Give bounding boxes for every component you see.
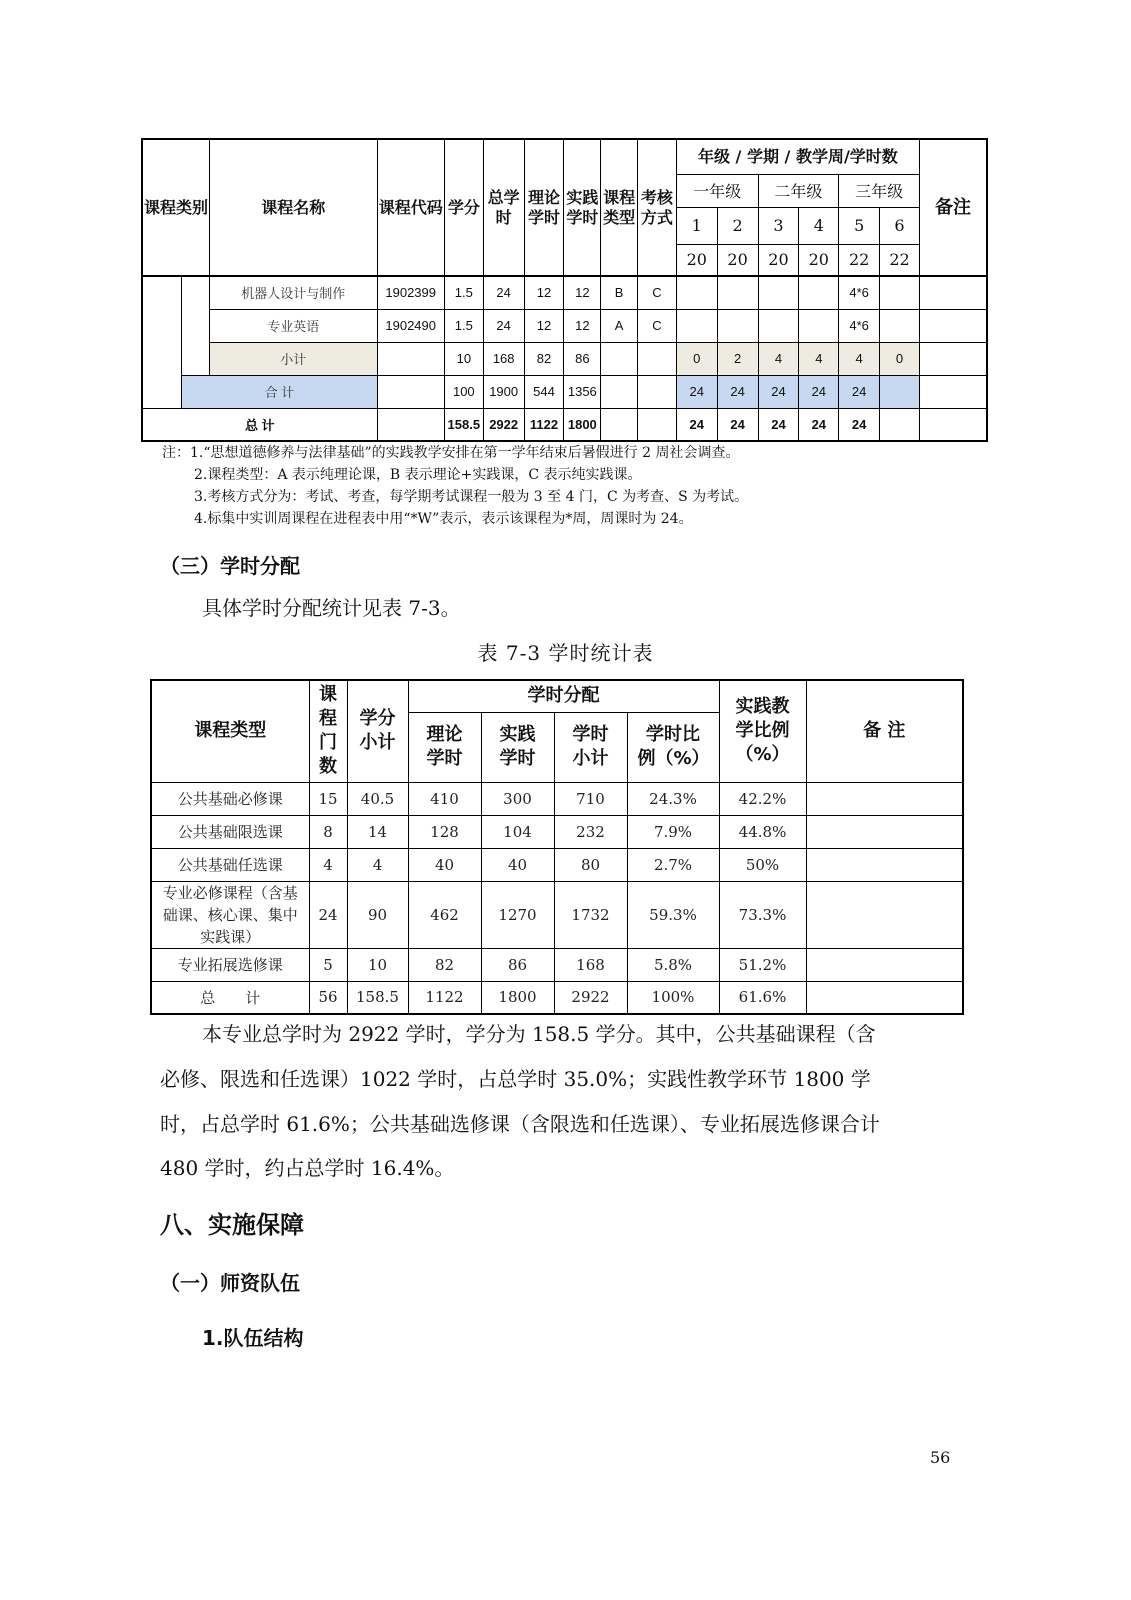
header-total-hours: 总学时 xyxy=(483,139,524,276)
subsection-heading-structure: 1.队伍结构 xyxy=(202,1326,304,1350)
course-count: 15 xyxy=(309,782,347,815)
total-hours: 24 xyxy=(483,309,524,342)
course-type xyxy=(601,408,638,441)
credit-subtotal: 158.5 xyxy=(347,981,408,1014)
hours-ratio: 7.9% xyxy=(627,815,719,848)
semester-hours: 24 xyxy=(799,375,839,408)
header-course-name: 课程名称 xyxy=(209,139,377,276)
header-semester: 2 xyxy=(717,207,758,244)
header-semester: 5 xyxy=(839,207,880,244)
semester-hours: 24 xyxy=(839,375,880,408)
summary-line: 必修、限选和任选课）1022 学时，占总学时 35.0%；实践性教学环节 1800 学 xyxy=(160,1067,871,1091)
table-row xyxy=(151,948,963,981)
header-hours-allocation: 学时分配 xyxy=(408,680,719,712)
credit-subtotal: 4 xyxy=(347,848,408,881)
semester-hours: 24 xyxy=(717,408,758,441)
table-row xyxy=(142,309,987,342)
credit-subtotal: 90 xyxy=(347,881,408,948)
hours-ratio: 5.8% xyxy=(627,948,719,981)
page-number: 56 xyxy=(930,1448,951,1467)
header-credit-subtotal: 学分小计 xyxy=(347,680,408,782)
hours-subtotal: 710 xyxy=(554,782,627,815)
remark-cell xyxy=(806,981,963,1014)
semester-hours: 4 xyxy=(758,342,799,375)
semester-hours xyxy=(799,309,839,342)
hours-ratio: 59.3% xyxy=(627,881,719,948)
assessment xyxy=(638,375,677,408)
assessment: C xyxy=(638,309,677,342)
course-count: 8 xyxy=(309,815,347,848)
remark-cell xyxy=(806,881,963,948)
semester-hours: 24 xyxy=(676,375,717,408)
credit: 100 xyxy=(444,375,483,408)
total-row xyxy=(151,981,963,1014)
semester-hours: 0 xyxy=(676,342,717,375)
practice-ratio: 44.8% xyxy=(719,815,806,848)
course-type: 公共基础任选课 xyxy=(151,848,309,881)
remark-cell xyxy=(919,375,987,408)
credit: 158.5 xyxy=(444,408,483,441)
course-type: B xyxy=(601,276,638,309)
semester-hours xyxy=(676,309,717,342)
table-note: 4.标集中实训周课程在进程表中用“*W”表示，表示该课程为*周，周课时为 24。 xyxy=(194,511,693,527)
semester-hours xyxy=(880,375,920,408)
practice-ratio: 61.6% xyxy=(719,981,806,1014)
semester-hours: 2 xyxy=(717,342,758,375)
header-course-type: 课程类型 xyxy=(601,139,638,276)
course-name: 专业英语 xyxy=(209,309,377,342)
course-count: 24 xyxy=(309,881,347,948)
course-code: 1902399 xyxy=(377,276,444,309)
remark-cell xyxy=(919,408,987,441)
header-course-type: 课程类型 xyxy=(151,680,309,782)
theory-hours: 410 xyxy=(408,782,481,815)
practice-hours: 1800 xyxy=(481,981,554,1014)
table-note: 3.考核方式分为：考试、考查，每学期考试课程一般为 3 至 4 门，C 为考查、S 为考试。 xyxy=(194,489,749,505)
summary-line: 本专业总学时为 2922 学时，学分为 158.5 学分。其中，公共基础课程（含 xyxy=(202,1022,876,1046)
header-year-3: 三年级 xyxy=(839,174,920,207)
total-hours: 168 xyxy=(483,342,524,375)
credit-subtotal: 10 xyxy=(347,948,408,981)
credit-subtotal: 14 xyxy=(347,815,408,848)
table-row xyxy=(151,881,963,948)
sum-row xyxy=(142,375,987,408)
header-remark: 备 注 xyxy=(806,680,963,782)
remark-cell xyxy=(919,309,987,342)
practice-hours: 104 xyxy=(481,815,554,848)
header-course-code: 课程代码 xyxy=(377,139,444,276)
practice-ratio: 51.2% xyxy=(719,948,806,981)
chapter-heading: 八、实施保障 xyxy=(160,1211,304,1239)
credit: 1.5 xyxy=(444,276,483,309)
course-count: 4 xyxy=(309,848,347,881)
course-schedule-table xyxy=(141,138,988,442)
theory-hours: 12 xyxy=(524,309,564,342)
theory-hours: 40 xyxy=(408,848,481,881)
semester-hours xyxy=(880,408,920,441)
semester-hours: 24 xyxy=(799,408,839,441)
remark-cell xyxy=(806,815,963,848)
semester-hours: 24 xyxy=(839,408,880,441)
header-remark: 备注 xyxy=(919,139,987,276)
table-row xyxy=(151,848,963,881)
remark-cell xyxy=(919,342,987,375)
theory-hours: 82 xyxy=(408,948,481,981)
course-type: 专业必修课程（含基础课、核心课、集中实践课） xyxy=(151,881,309,948)
total-hours: 1900 xyxy=(483,375,524,408)
header-assessment: 考核方式 xyxy=(638,139,677,276)
header-hours-subtotal: 学时小计 xyxy=(554,712,627,782)
intro-paragraph: 具体学时分配统计见表 7-3。 xyxy=(202,596,461,620)
practice-ratio: 42.2% xyxy=(719,782,806,815)
semester-hours xyxy=(799,276,839,309)
table-note: 注：1.“思想道德修养与法律基础”的实践教学安排在第一学年结束后暑假进行 2 周社会调查。 xyxy=(162,445,740,461)
practice-hours: 86 xyxy=(564,342,601,375)
header-theory-hours: 理论学时 xyxy=(408,712,481,782)
practice-hours: 300 xyxy=(481,782,554,815)
semester-hours xyxy=(758,276,799,309)
hours-ratio: 100% xyxy=(627,981,719,1014)
theory-hours: 12 xyxy=(524,276,564,309)
summary-line: 480 学时，约占总学时 16.4%。 xyxy=(160,1156,455,1180)
practice-hours: 1356 xyxy=(564,375,601,408)
section-heading-hours: （三）学时分配 xyxy=(160,554,300,578)
summary-line: 时，占总学时 61.6%；公共基础选修课（含限选和任选课）、专业拓展选修课合计 xyxy=(160,1112,880,1136)
header-grade-group: 年级 / 学期 / 教学周/学时数 xyxy=(676,139,919,174)
course-type: 总 计 xyxy=(151,981,309,1014)
semester-hours xyxy=(880,276,920,309)
header-hours-ratio: 学时比例（%） xyxy=(627,712,719,782)
course-code xyxy=(377,408,444,441)
course-type xyxy=(601,375,638,408)
remark-cell xyxy=(806,848,963,881)
header-theory-hours: 理论学时 xyxy=(524,139,564,276)
semester-hours: 24 xyxy=(717,375,758,408)
header-practice-ratio: 实践教学比例（%） xyxy=(719,680,806,782)
hours-ratio: 24.3% xyxy=(627,782,719,815)
course-type: 专业拓展选修课 xyxy=(151,948,309,981)
semester-hours xyxy=(717,309,758,342)
grand-total-label: 总 计 xyxy=(142,408,377,441)
table-caption: 表 7-3 学时统计表 xyxy=(477,641,654,665)
hours-statistics-table xyxy=(150,679,964,1015)
practice-hours: 12 xyxy=(564,309,601,342)
sum-label: 合 计 xyxy=(182,375,377,408)
course-type: 公共基础必修课 xyxy=(151,782,309,815)
table-note: 2.课程类型：A 表示纯理论课，B 表示理论+实践课，C 表示纯实践课。 xyxy=(194,467,642,483)
hours-subtotal: 2922 xyxy=(554,981,627,1014)
header-weeks: 20 xyxy=(758,244,799,276)
semester-hours xyxy=(758,309,799,342)
theory-hours: 544 xyxy=(524,375,564,408)
course-code xyxy=(377,342,444,375)
header-semester: 1 xyxy=(676,207,717,244)
header-practice-hours: 实践学时 xyxy=(564,139,601,276)
header-practice-hours: 实践学时 xyxy=(481,712,554,782)
course-name: 机器人设计与制作 xyxy=(209,276,377,309)
practice-ratio: 73.3% xyxy=(719,881,806,948)
credit-subtotal: 40.5 xyxy=(347,782,408,815)
semester-hours: 0 xyxy=(880,342,920,375)
semester-hours: 4 xyxy=(839,342,880,375)
semester-hours: 4*6 xyxy=(839,276,880,309)
header-weeks: 20 xyxy=(676,244,717,276)
semester-hours: 4*6 xyxy=(839,309,880,342)
header-credit: 学分 xyxy=(444,139,483,276)
remark-cell xyxy=(806,948,963,981)
header-weeks: 22 xyxy=(839,244,880,276)
hours-subtotal: 232 xyxy=(554,815,627,848)
semester-hours: 24 xyxy=(758,408,799,441)
hours-ratio: 2.7% xyxy=(627,848,719,881)
practice-hours: 1800 xyxy=(564,408,601,441)
semester-hours xyxy=(880,309,920,342)
semester-hours: 24 xyxy=(758,375,799,408)
hours-subtotal: 1732 xyxy=(554,881,627,948)
category-cell xyxy=(142,276,182,408)
subtotal-row xyxy=(142,342,987,375)
grand-total-row xyxy=(142,408,987,441)
course-type: 公共基础限选课 xyxy=(151,815,309,848)
practice-hours: 40 xyxy=(481,848,554,881)
semester-hours xyxy=(717,276,758,309)
table-row xyxy=(151,782,963,815)
theory-hours: 462 xyxy=(408,881,481,948)
assessment xyxy=(638,408,677,441)
course-code: 1902490 xyxy=(377,309,444,342)
credit: 1.5 xyxy=(444,309,483,342)
total-hours: 2922 xyxy=(483,408,524,441)
hours-subtotal: 168 xyxy=(554,948,627,981)
theory-hours: 82 xyxy=(524,342,564,375)
header-course-count: 课程门数 xyxy=(309,680,347,782)
remark-cell xyxy=(806,782,963,815)
table-row xyxy=(142,276,987,309)
course-count: 5 xyxy=(309,948,347,981)
practice-hours: 86 xyxy=(481,948,554,981)
theory-hours: 1122 xyxy=(524,408,564,441)
total-hours: 24 xyxy=(483,276,524,309)
header-semester: 3 xyxy=(758,207,799,244)
header-weeks: 20 xyxy=(717,244,758,276)
subcategory-cell xyxy=(182,276,210,375)
header-semester: 6 xyxy=(880,207,920,244)
course-type xyxy=(601,342,638,375)
semester-hours xyxy=(676,276,717,309)
semester-hours: 4 xyxy=(799,342,839,375)
course-code xyxy=(377,375,444,408)
section-heading-faculty: （一）师资队伍 xyxy=(160,1271,300,1295)
course-count: 56 xyxy=(309,981,347,1014)
assessment xyxy=(638,342,677,375)
hours-subtotal: 80 xyxy=(554,848,627,881)
header-semester: 4 xyxy=(799,207,839,244)
header-weeks: 22 xyxy=(880,244,920,276)
header-year-1: 一年级 xyxy=(676,174,758,207)
theory-hours: 128 xyxy=(408,815,481,848)
credit: 10 xyxy=(444,342,483,375)
theory-hours: 1122 xyxy=(408,981,481,1014)
subtotal-label: 小计 xyxy=(209,342,377,375)
practice-hours: 1270 xyxy=(481,881,554,948)
assessment: C xyxy=(638,276,677,309)
header-year-2: 二年级 xyxy=(758,174,839,207)
header-weeks: 20 xyxy=(799,244,839,276)
semester-hours: 24 xyxy=(676,408,717,441)
practice-ratio: 50% xyxy=(719,848,806,881)
course-type: A xyxy=(601,309,638,342)
header-course-category: 课程类别 xyxy=(142,139,209,276)
practice-hours: 12 xyxy=(564,276,601,309)
table-row xyxy=(151,815,963,848)
remark-cell xyxy=(919,276,987,309)
